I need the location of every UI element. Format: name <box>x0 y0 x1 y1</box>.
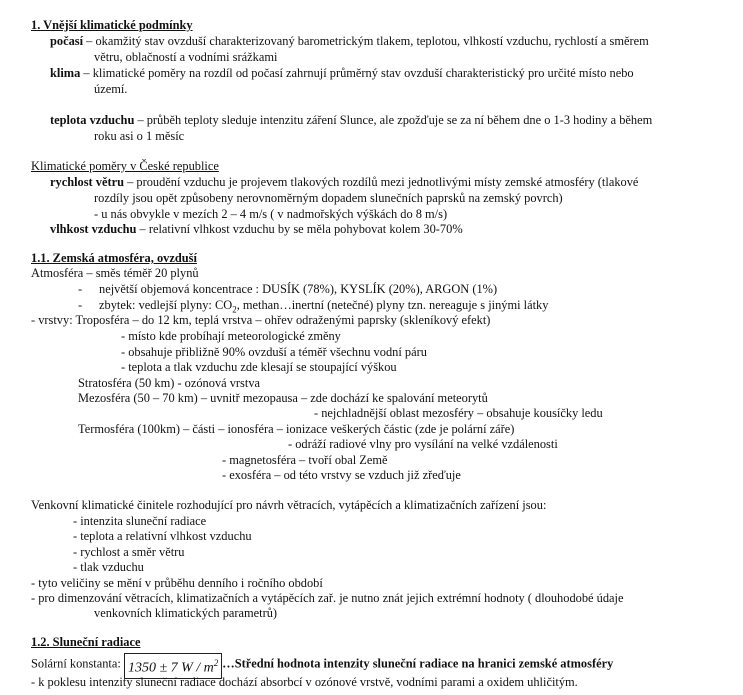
pocasi-definition <box>50 33 649 49</box>
rychlost-definition <box>50 174 638 190</box>
factors-note-2-continuation: venkovních klimatických parametrů) <box>94 606 278 620</box>
teplota-definition <box>50 112 652 128</box>
factors-intro: Venkovní klimatické činitele rozhodující pro návrh větracích, vytápěcích a klimatizačních zařízení jsou: <box>31 498 547 512</box>
atmosfera-intro: Atmosféra – směs téměř 20 plynů <box>31 266 199 280</box>
factors-note-1: - tyto veličiny se mění v průběhu denního i ročního období <box>31 576 323 590</box>
bullet-dash: - <box>78 298 83 312</box>
troposfera-item-2: - obsahuje přibližně 90% ovzduší a téměř všechnu vodní páru <box>121 345 427 359</box>
factor-item-4: - tlak vzduchu <box>73 560 144 574</box>
rychlost-term: rychlost větru <box>50 175 124 189</box>
vlhkost-definition <box>50 221 463 237</box>
mezosfera-line: Mezosféra (50 – 70 km) – uvnitř mezopausa – zde dochází ke spalování meteorytů <box>78 391 488 405</box>
pocasi-continuation: větru, oblačností a vodními srážkami <box>94 50 278 64</box>
magnetosfera-line: - magnetosféra – tvoří obal Země <box>222 453 388 467</box>
vrstvy-troposfera: - vrstvy: Troposféra – do 12 km, teplá vrstva – ohřev odraženými paprsky (skleníkový efekt) <box>31 313 491 327</box>
section-heading-1-2: 1.2. Sluneční radiace <box>31 635 141 649</box>
klima-term: klima <box>50 66 81 80</box>
factor-item-2: - teplota a relativní vlhkost vzduchu <box>73 529 252 543</box>
rychlost-continuation: rozdíly jsou opět způsobeny nerovnoměrným dopadem slunečních paprsků na zemský povrch) <box>94 191 563 205</box>
other-gases-a: zbytek: vedlejší plyny: CO <box>99 298 233 312</box>
pocasi-term: počasí <box>50 34 84 48</box>
factor-item-3: - rychlost a směr větru <box>73 545 185 559</box>
vlhkost-text: – relativní vlhkost vzduchu by se měla pohybovat kolem 30-70% <box>136 222 463 236</box>
factor-item-1: - intenzita sluneční radiace <box>73 514 207 528</box>
troposfera-item-1: - místo kde probíhají meteorologické změny <box>121 329 341 343</box>
termosfera-line: Termosféra (100km) – části – ionosféra – ionizace veškerých částic (zde je polární záře) <box>78 422 515 436</box>
teplota-text: – průběh teploty sleduje intenzitu záření Slunce, ale zpožďuje se za ní během dne o 1-3 hodiny a během <box>134 113 653 127</box>
radiation-absorption-line: - k poklesu intenzity sluneční radiace dochází absorbcí v ozónové vrstvě, vodními parami a oxidem uhličitým. <box>31 675 578 689</box>
rychlost-range: - u nás obvykle v mezích 2 – 4 m/s ( v nadmořských výškách do 8 m/s) <box>94 207 448 221</box>
ionosfera-detail: - odráží radiové vlny pro vysílání na velké vzdálenosti <box>288 437 558 451</box>
factors-note-2: - pro dimenzování větracích, klimatizačních a vytápěcích zař. je nutno znát jejich extrémní hodnoty ( dlouhodobé údaje <box>31 591 624 605</box>
klima-definition <box>50 65 634 81</box>
vlhkost-term: vlhkost vzduchu <box>50 222 137 236</box>
rychlost-text: – proudění vzduchu je projevem tlakových rozdílů mezi jednotlivými místy zemské atmosféry (tlakové <box>123 175 639 189</box>
klima-continuation: území. <box>94 82 128 96</box>
solar-constant-description: …Střední hodnota intenzity sluneční radiace na hranici zemské atmosféry <box>222 656 614 671</box>
cr-heading: Klimatické poměry v České republice <box>31 159 219 173</box>
formula-exponent: 2 <box>213 658 219 668</box>
section-heading-1: 1. Vnější klimatické podmínky <box>31 18 193 32</box>
teplota-term: teplota vzduchu <box>50 113 135 127</box>
teplota-continuation: roku asi o 1 měsíc <box>94 129 185 143</box>
formula-text: 1350 ± 7 W / m <box>127 660 214 676</box>
section-heading-1-1: 1.1. Zemská atmosféra, ovzduší <box>31 251 197 265</box>
concentration-line: největší objemová koncentrace : DUSÍK (78%), KYSLÍK (20%), ARGON (1%) <box>99 282 498 296</box>
exosfera-line: - exosféra – od této vrstvy se vzduch již zřeďuje <box>222 468 461 482</box>
klima-text: – klimatické poměry na rozdíl od počasí zahrnují průměrný stav ovzduší charakteristický pro určité místo nebo <box>80 66 634 80</box>
other-gases-b: , methan…inertní (netečné) plyny tzn. nereaguje s jinými látky <box>236 298 549 312</box>
solar-constant-label: Solární konstanta: <box>31 656 121 671</box>
bullet-dash: - <box>78 282 83 296</box>
mezosfera-detail: - nejchladnější oblast mezosféry – obsahuje kousíčky ledu <box>314 406 603 420</box>
co2-subscript: 2 <box>232 304 237 315</box>
troposfera-item-3: - teplota a tlak vzduchu zde klesají se stoupající výškou <box>121 360 397 374</box>
stratosfera-line: Stratosféra (50 km) - ozónová vrstva <box>78 376 261 390</box>
pocasi-text: – okamžitý stav ovzduší charakterizovaný barometrickým tlakem, teplotou, vlhkostí vzduchu, rychlostí a směrem <box>83 34 649 48</box>
